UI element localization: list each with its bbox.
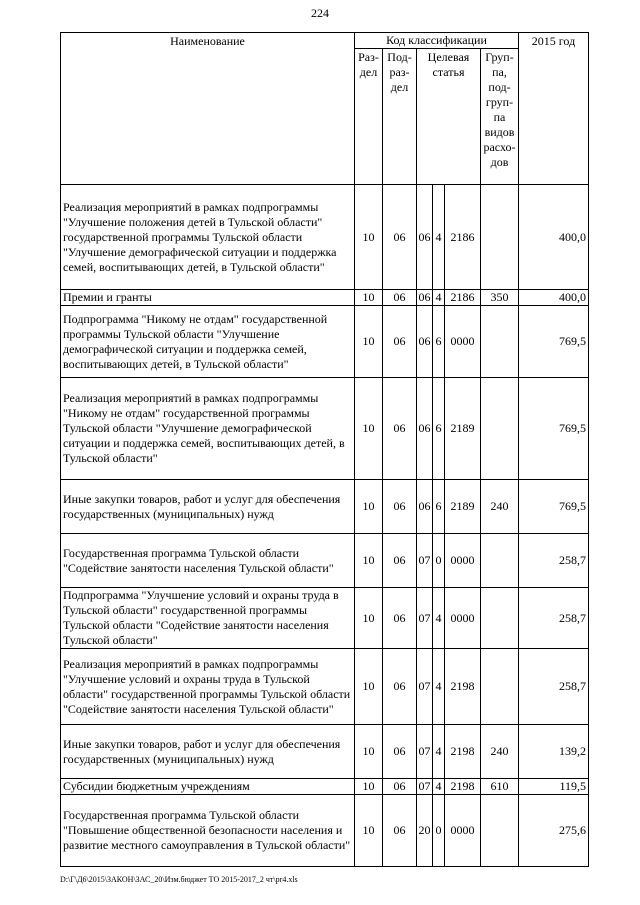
table-row [61,649,589,725]
table-row [61,779,589,795]
row-section: 10 [355,795,383,867]
row-name: Иные закупки товаров, работ и услуг для обеспечения государственных (муниципальных) нужд [61,480,355,534]
row-target-subprogram: 6 [433,378,445,480]
budget-table [60,32,589,867]
row-target-subprogram: 0 [433,795,445,867]
row-target-program: 06 [417,378,433,480]
row-expense-type: 240 [481,480,519,534]
row-target-direction: 2198 [445,649,481,725]
row-target-direction: 2198 [445,725,481,779]
row-target-subprogram: 6 [433,306,445,378]
row-amount: 400,0 [519,185,589,290]
row-amount: 258,7 [519,649,589,725]
header-year: 2015 год [519,33,589,185]
row-section: 10 [355,779,383,795]
row-expense-type [481,534,519,588]
row-expense-type [481,588,519,649]
row-expense-type [481,306,519,378]
header-section: Раз- дел [355,49,383,185]
row-name: Подпрограмма "Никому не отдам" государственной программы Тульской области "Улучшение демографической ситуации и поддержка семей, воспитывающих детей, в Тульской области" [61,306,355,378]
row-name: Реализация мероприятий в рамках подпрограммы "Улучшение положения детей в Тульской области" государственной программы Тульской области "Улучшение демографической ситуации и поддержка семей, воспитывающих детей, в Тульской области" [61,185,355,290]
row-subsection: 06 [383,378,417,480]
row-target-subprogram: 4 [433,588,445,649]
row-subsection: 06 [383,290,417,306]
row-target-direction: 0000 [445,588,481,649]
row-target-program: 06 [417,185,433,290]
row-target-subprogram: 4 [433,649,445,725]
row-target-program: 06 [417,480,433,534]
row-name: Субсидии бюджетным учреждениям [61,779,355,795]
page-number: 224 [311,6,329,20]
row-target-program: 06 [418,290,431,304]
row-name: Подпрограмма "Улучшение условий и охраны труда в Тульской области" государственной программы Тульской области "Содействие занятости населения Тульской области" [61,588,355,649]
row-section: 10 [355,480,383,534]
table-row [61,480,589,534]
row-subsection: 06 [383,480,417,534]
footer-file-path: D:\Г\Д6\2015\ЗАКОН\ЗАС_20\Изм.бюджет ТО 2015-2017_2 чт\pr4.xls [60,875,298,884]
row-name: Премии и гранты [61,290,355,306]
row-target-direction: 0000 [445,795,481,867]
row-target-direction: 0000 [445,534,481,588]
row-target-program: 07 [417,725,433,779]
header-target: Целевая статья [417,49,481,185]
table-row [61,534,589,588]
row-expense-type [481,378,519,480]
row-target-subprogram: 4 [433,290,445,306]
row-target-program: 07 [417,588,433,649]
row-section: 10 [355,588,383,649]
row-target-program: 20 [417,795,433,867]
header-subsection: Под- раз- дел [383,49,417,185]
table-row [61,588,589,649]
row-section: 10 [355,534,383,588]
row-target-direction: 2186 [445,185,481,290]
row-expense-type [481,649,519,725]
row-name: Реализация мероприятий в рамках подпрограммы "Никому не отдам" государственной программы Тульской области "Улучшение демографической ситуации и поддержка семей, воспитывающих детей, в Тульской области" [61,378,355,480]
row-target-direction: 2186 [445,290,481,306]
row-subsection: 06 [383,588,417,649]
row-expense-type [481,795,519,867]
row-target-subprogram: 0 [433,534,445,588]
row-target-direction: 2189 [445,378,481,480]
row-amount: 400,0 [519,290,589,306]
row-amount: 119,5 [519,779,589,795]
row-section: 10 [355,306,383,378]
row-name: Государственная программа Тульской области "Содействие занятости населения Тульской области" [61,534,355,588]
row-subsection: 06 [383,306,417,378]
row-amount: 769,5 [519,378,589,480]
row-subsection: 06 [383,534,417,588]
header-name: Наименование [61,33,355,185]
row-target-subprogram: 4 [433,725,445,779]
table-row [61,378,589,480]
row-expense-type: 240 [481,725,519,779]
row-section: 10 [355,649,383,725]
row-target-direction: 2198 [445,779,481,795]
row-section: 10 [355,378,383,480]
row-subsection: 06 [383,185,417,290]
row-amount: 769,5 [519,306,589,378]
row-name: Иные закупки товаров, работ и услуг для обеспечения государственных (муниципальных) нужд [61,725,355,779]
table-row [61,290,589,306]
row-subsection: 06 [383,725,417,779]
row-amount: 139,2 [519,725,589,779]
row-amount: 258,7 [519,588,589,649]
row-target-program: 06 [417,306,433,378]
row-amount: 258,7 [519,534,589,588]
row-expense-type [481,185,519,290]
row-expense-type: 350 [481,290,519,306]
row-amount: 275,6 [519,795,589,867]
row-target-subprogram: 4 [433,779,445,795]
header-code-group: Код классификации [355,33,519,49]
row-section: 10 [355,290,383,306]
row-subsection: 06 [383,779,417,795]
row-section: 10 [355,185,383,290]
table-row [61,185,589,290]
row-subsection: 06 [383,649,417,725]
table-body [61,185,589,867]
table-header [61,33,589,185]
row-target-program: 07 [418,779,431,793]
table-row [61,795,589,867]
row-target-subprogram: 6 [433,480,445,534]
row-target-program: 07 [417,649,433,725]
row-name: Реализация мероприятий в рамках подпрограммы "Улучшение условий и охраны труда в Тульской области" государственной программы Тульской области "Содействие занятости населения Тульской области" [61,649,355,725]
header-expense-group: Груп- па, под- груп- па видов расхо- дов [481,49,519,185]
row-target-direction: 0000 [445,306,481,378]
row-amount: 769,5 [519,480,589,534]
row-name: Государственная программа Тульской области "Повышение общественной безопасности населения и развитие местного самоуправления в Тульской области" [61,795,355,867]
table-row [61,725,589,779]
row-expense-type: 610 [481,779,519,795]
row-subsection: 06 [383,795,417,867]
row-target-program: 07 [417,534,433,588]
row-target-subprogram: 4 [433,185,445,290]
row-target-direction: 2189 [445,480,481,534]
row-section: 10 [355,725,383,779]
table-row [61,306,589,378]
